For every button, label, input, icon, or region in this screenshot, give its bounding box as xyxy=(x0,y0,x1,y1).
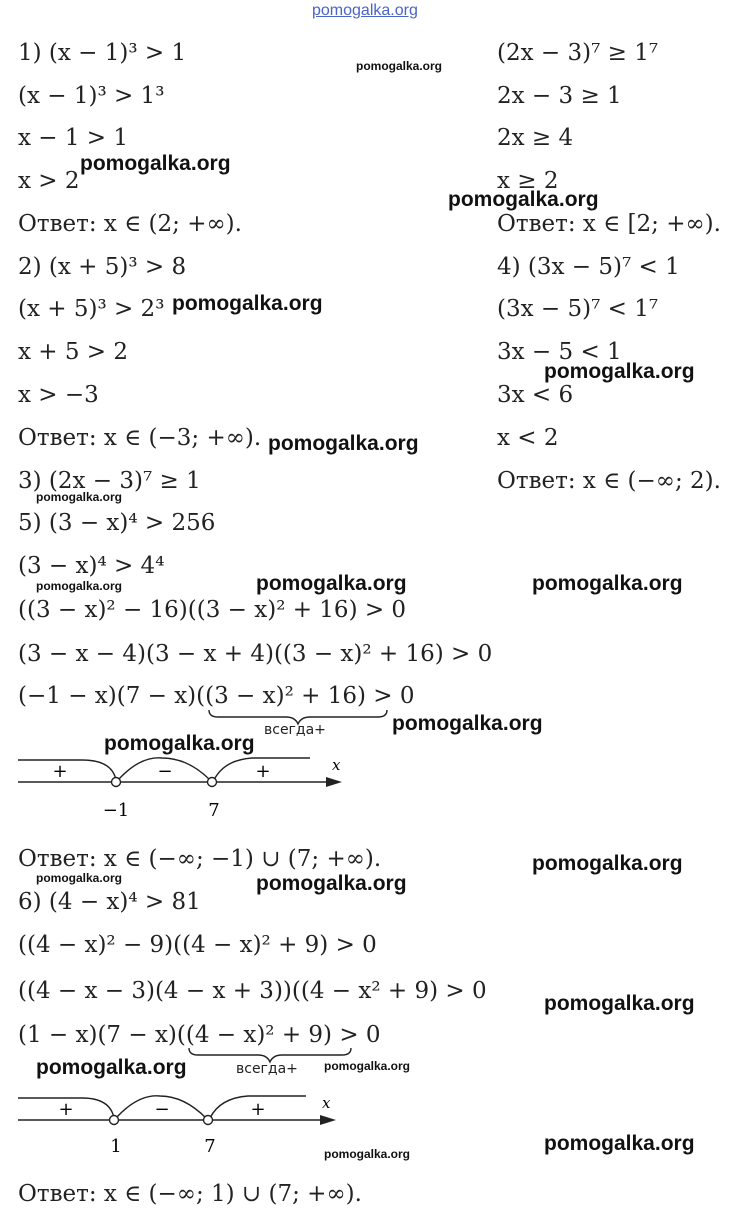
problem3-line1: 3) (2x − 3)⁷ ≥ 1 xyxy=(18,468,201,494)
watermark: pomogalka.org xyxy=(268,432,419,455)
watermark: pomogalka.org xyxy=(36,1056,187,1079)
watermark: pomogalka.org xyxy=(36,579,123,593)
problem5-line4: (3 − x − 4)(3 − x + 4)((3 − x)² + 16) > 0 xyxy=(18,641,493,667)
problem2-line2: (x + 5)³ > 2³ xyxy=(18,296,165,322)
problem5-always-positive-note: всегда+ xyxy=(264,722,326,738)
problem4-line1: 4) (3x − 5)⁷ < 1 xyxy=(497,254,680,280)
problem5-axis-label: x xyxy=(332,756,341,774)
watermark: pomogalka.org xyxy=(256,572,407,595)
watermark: pomogalka.org xyxy=(532,852,683,875)
problem6-answer: Ответ: x ∈ (−∞; 1) ∪ (7; +∞). xyxy=(18,1181,362,1207)
problem1-line3: x − 1 > 1 xyxy=(18,125,129,151)
problem6-always-positive-note: всегда+ xyxy=(236,1061,298,1077)
problem6-sign-right: + xyxy=(250,1099,266,1120)
problem5-line5: (−1 − x)(7 − x)((3 − x)² + 16) > 0 xyxy=(18,683,415,709)
problem6-line1: 6) (4 − x)⁴ > 81 xyxy=(18,889,201,915)
problem3-right-line4: x ≥ 2 xyxy=(497,168,559,194)
problem1-line4: x > 2 xyxy=(18,168,80,194)
problem5-line3: ((3 − x)² − 16)((3 − x)² + 16) > 0 xyxy=(18,597,407,623)
site-watermark-header[interactable]: pomogalka.org xyxy=(312,2,418,19)
problem5-line1: 5) (3 − x)⁴ > 256 xyxy=(18,510,216,536)
problem5-number-line xyxy=(10,752,350,824)
watermark: pomogalka.org xyxy=(356,59,443,73)
problem2-answer: Ответ: x ∈ (−3; +∞). xyxy=(18,425,262,451)
problem4-line4: 3x < 6 xyxy=(497,382,574,408)
problem2-line1: 2) (x + 5)³ > 8 xyxy=(18,254,187,280)
watermark: pomogalka.org xyxy=(80,152,231,175)
problem5-line2: (3 − x)⁴ > 4⁴ xyxy=(18,553,165,579)
problem6-point-left: 1 xyxy=(110,1136,122,1157)
problem6-line2: ((4 − x)² − 9)((4 − x)² + 9) > 0 xyxy=(18,932,377,958)
problem4-line5: x < 2 xyxy=(497,425,559,451)
problem6-axis-label: x xyxy=(322,1094,331,1112)
problem3-right-answer: Ответ: x ∈ [2; +∞). xyxy=(497,211,721,237)
problem6-line4: (1 − x)(7 − x)((4 − x)² + 9) > 0 xyxy=(18,1022,381,1048)
problem2-line4: x > −3 xyxy=(18,382,99,408)
watermark: pomogalka.org xyxy=(324,1147,411,1161)
watermark: pomogalka.org xyxy=(104,732,255,755)
problem5-sign-right: + xyxy=(255,761,271,782)
watermark: pomogalka.org xyxy=(544,360,695,383)
watermark: pomogalka.org xyxy=(392,712,543,735)
problem4-line2: (3x − 5)⁷ < 1⁷ xyxy=(497,296,659,322)
watermark: pomogalka.org xyxy=(448,188,599,211)
watermark: pomogalka.org xyxy=(36,490,123,504)
problem3-right-line1: (2x − 3)⁷ ≥ 1⁷ xyxy=(497,40,659,66)
problem6-line3: ((4 − x − 3)(4 − x + 3))((4 − x² + 9) > 0 xyxy=(18,978,487,1004)
watermark: pomogalka.org xyxy=(256,872,407,895)
problem6-sign-left: + xyxy=(58,1099,74,1120)
problem5-point-left: −1 xyxy=(102,800,130,821)
problem5-sign-left: + xyxy=(52,761,68,782)
problem4-line3: 3x − 5 < 1 xyxy=(497,339,622,365)
problem3-right-line3: 2x ≥ 4 xyxy=(497,125,574,151)
problem5-point-right: 7 xyxy=(208,800,220,821)
problem1-answer: Ответ: x ∈ (2; +∞). xyxy=(18,211,242,237)
problem6-point-right: 7 xyxy=(204,1136,216,1157)
problem1-line2: (x − 1)³ > 1³ xyxy=(18,83,165,109)
problem5-answer: Ответ: x ∈ (−∞; −1) ∪ (7; +∞). xyxy=(18,846,382,872)
problem4-answer: Ответ: x ∈ (−∞; 2). xyxy=(497,468,721,494)
problem6-number-line xyxy=(10,1090,350,1162)
problem1-line1: 1) (x − 1)³ > 1 xyxy=(18,40,187,66)
problem6-sign-middle: − xyxy=(154,1099,170,1120)
watermark: pomogalka.org xyxy=(532,572,683,595)
watermark: pomogalka.org xyxy=(544,992,695,1015)
watermark: pomogalka.org xyxy=(544,1132,695,1155)
problem2-line3: x + 5 > 2 xyxy=(18,339,129,365)
problem3-right-line2: 2x − 3 ≥ 1 xyxy=(497,83,622,109)
watermark: pomogalka.org xyxy=(324,1059,411,1073)
watermark: pomogalka.org xyxy=(172,292,323,315)
problem5-sign-middle: − xyxy=(157,761,173,782)
watermark: pomogalka.org xyxy=(36,871,123,885)
